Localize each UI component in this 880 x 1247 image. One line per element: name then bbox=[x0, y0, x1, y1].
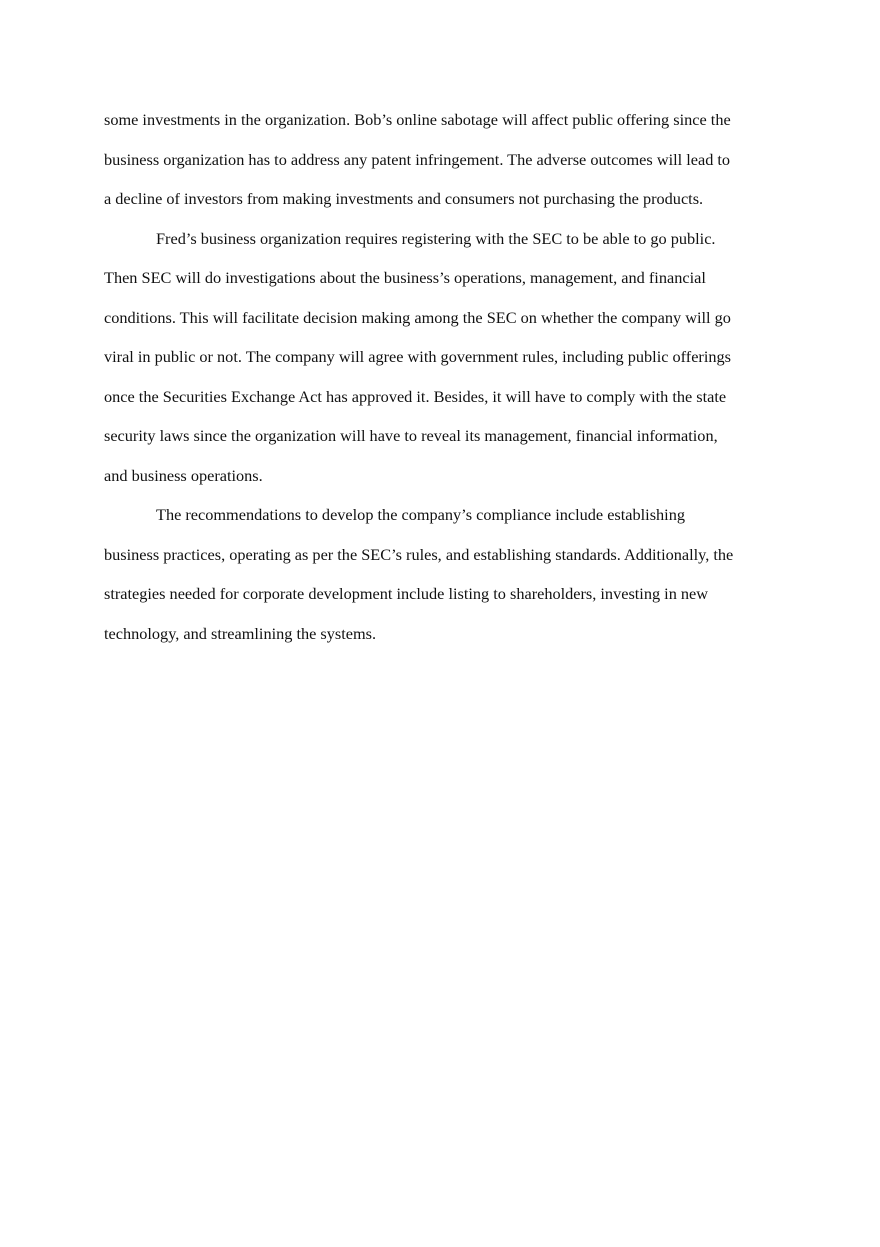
text-line: viral in public or not. The company will agree with government rules, including public offerings bbox=[104, 347, 731, 366]
text-line: Fred’s business organization requires registering with the SEC to be able to go public. bbox=[156, 228, 716, 248]
document-body bbox=[104, 100, 784, 653]
paragraph-recommendations bbox=[104, 495, 784, 653]
paragraph-sec-registration bbox=[104, 219, 784, 496]
text-line: technology, and streamlining the systems. bbox=[104, 623, 377, 643]
text-line: Then SEC will do investigations about the business’s operations, management, and financial bbox=[104, 268, 706, 287]
text-line: some investments in the organization. Bob’s online sabotage will affect public offering since the bbox=[104, 110, 731, 129]
text-line: a decline of investors from making investments and consumers not purchasing the products. bbox=[104, 189, 704, 208]
text-line: strategies needed for corporate development include listing to shareholders, investing in new bbox=[104, 584, 709, 603]
text-line: The recommendations to develop the company’s compliance include establishing bbox=[156, 505, 685, 524]
text-line: security laws since the organization will have to reveal its management, financial information, bbox=[104, 426, 718, 445]
paragraph-continuation bbox=[104, 100, 784, 219]
text-line: business organization has to address any patent infringement. The adverse outcomes will lead to bbox=[104, 149, 731, 169]
text-line: and business operations. bbox=[104, 465, 263, 485]
text-line: business practices, operating as per the SEC’s rules, and establishing standards. Additionally, the bbox=[104, 544, 734, 564]
text-line: conditions. This will facilitate decision making among the SEC on whether the company will go bbox=[104, 307, 731, 327]
text-line: once the Securities Exchange Act has approved it. Besides, it will have to comply with the state bbox=[104, 386, 727, 406]
